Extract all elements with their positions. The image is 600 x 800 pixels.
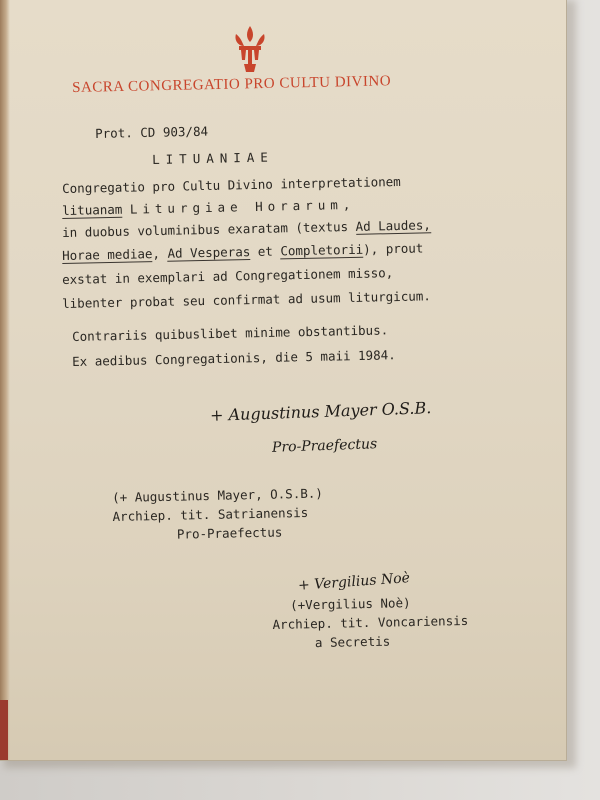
closing-line-date: Ex aedibus Congregationis, die 5 maii 1984. (72, 347, 396, 369)
book-binding (0, 0, 10, 760)
body-line-2 (62, 197, 355, 218)
body-line-4-end: ), prout (363, 240, 424, 257)
protocol-number: Prot. CD 903/84 (95, 123, 209, 141)
handwritten-title-mayer: Pro-Praefectus (271, 436, 378, 456)
handwritten-signature-noe: + Vergilius Noè (297, 570, 411, 594)
signatory-see-mayer: Archiep. tit. Satrianensis (112, 504, 309, 524)
body-line-3 (62, 217, 431, 240)
document-heading: LITUANIAE (152, 149, 275, 167)
body-line-5: exstat in exemplari ad Congregationem misso, (62, 265, 394, 287)
signatory-office-noe: a Secretis (314, 633, 391, 651)
spaced-liturgiae-horarum: Liturgiae Horarum, (129, 196, 356, 217)
body-line-1: Congregatio pro Cultu Divino interpretationem (62, 173, 401, 196)
signatory-name-mayer: (+ Augustinus Mayer, O.S.B.) (112, 485, 323, 505)
signatory-name-noe: (+Vergilius Noè) (289, 595, 411, 613)
body-line-4 (62, 240, 424, 263)
letterhead-title: SACRA CONGREGATIO PRO CULTU DIVINO (72, 73, 392, 96)
underlined-ad-laudes: Ad Laudes, (355, 217, 431, 234)
underlined-ad-vesperas: Ad Vesperas (167, 244, 251, 261)
signatory-see-noe: Archiep. tit. Voncariensis (272, 612, 469, 632)
book-spine-edge (0, 700, 8, 760)
signatory-block-mayer (112, 486, 324, 547)
body-line-4-sep-2: et (250, 243, 281, 260)
closing-line-1: Contrariis quibuslibet minime obstantibus. (72, 322, 389, 344)
signatory-office-mayer: Pro-Praefectus (176, 524, 283, 542)
body-line-6: libenter probat seu confirmat ad usum liturgicum. (62, 288, 431, 311)
underlined-horae-mediae: Horae mediae (62, 246, 153, 263)
papal-emblem-icon (230, 24, 270, 74)
handwritten-signature-mayer: + Augustinus Mayer O.S.B. (209, 398, 432, 425)
underlined-completorii: Completorii (280, 241, 364, 259)
signatory-block-noe (272, 594, 469, 655)
body-line-3-text: in duobus voluminibus exaratam (textus (62, 218, 356, 240)
underlined-lituanam: lituanam (62, 201, 123, 218)
body-line-4-sep-1: , (152, 245, 168, 262)
